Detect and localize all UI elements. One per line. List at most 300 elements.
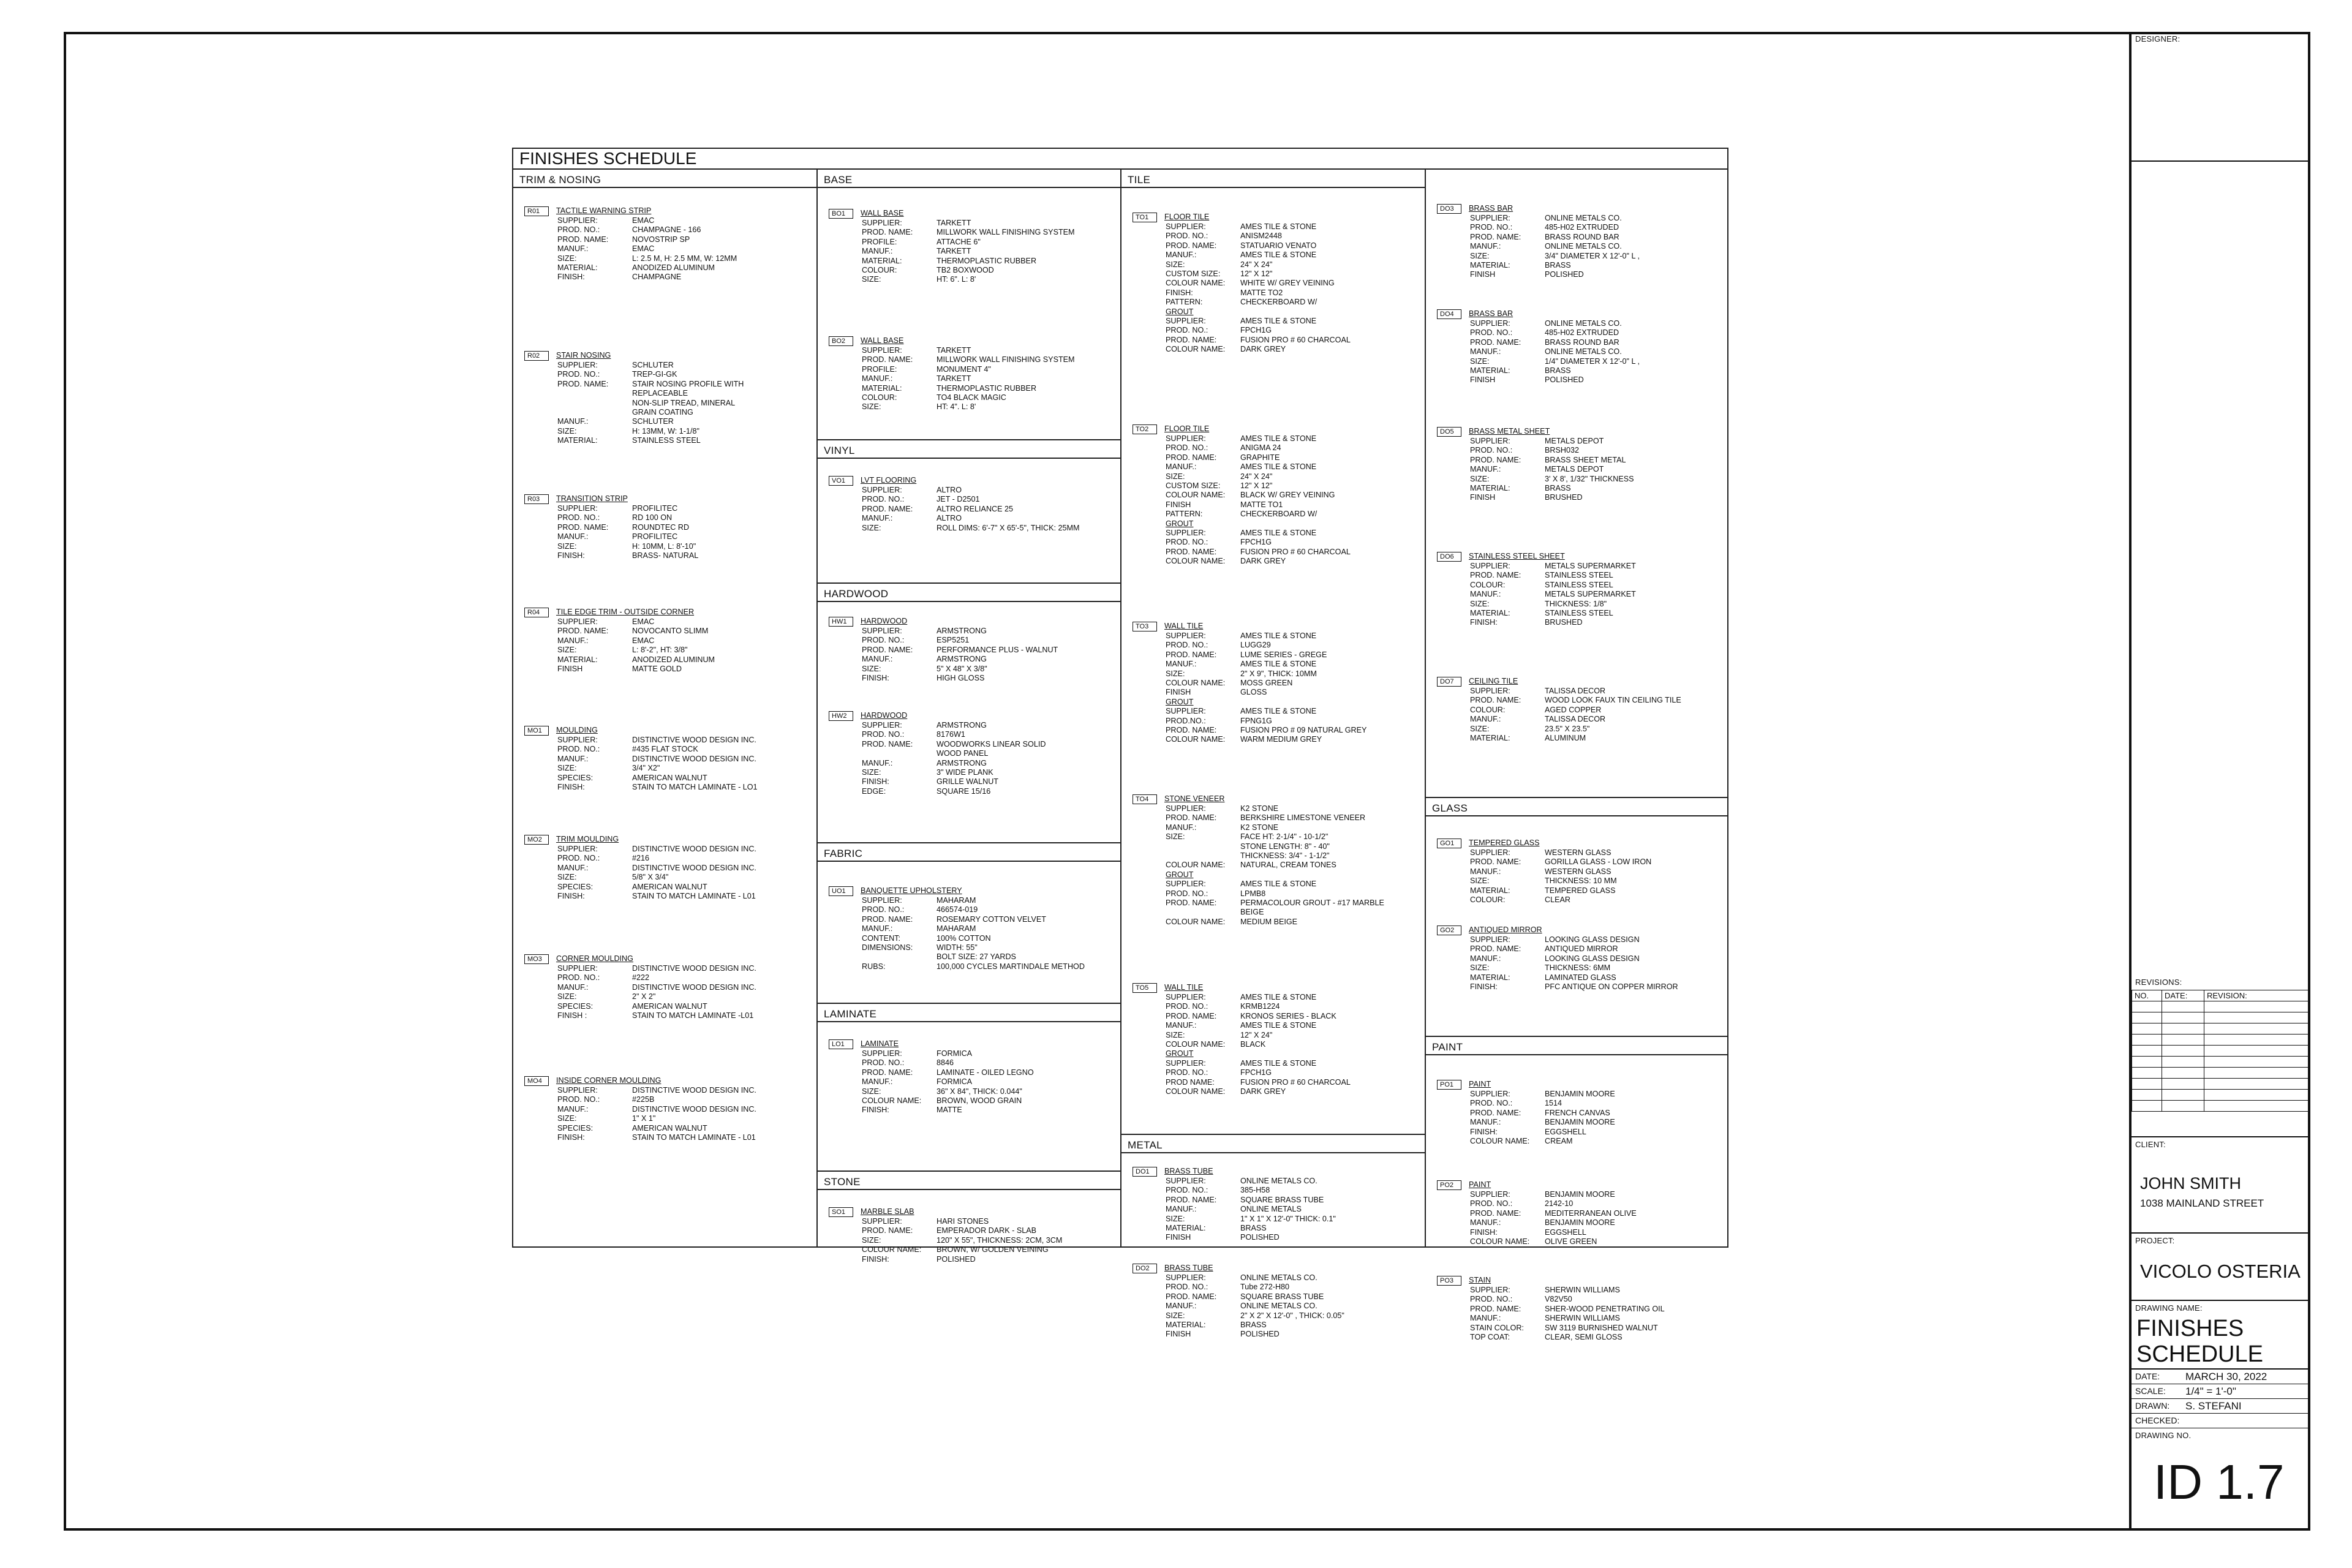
- spec-row: [862, 777, 1046, 786]
- spec-row: [1166, 317, 1351, 326]
- spec-value: AMERICAN WALNUT: [632, 773, 707, 782]
- spec-value: ONLINE METALS: [1240, 1205, 1302, 1214]
- spec-key: RUBS:: [862, 962, 886, 971]
- spec-key: GROUT: [1166, 697, 1194, 706]
- spec-row: [862, 674, 1058, 683]
- spec-row: [1470, 1137, 1615, 1146]
- spec-value: THICKNESS: 10 MM: [1545, 876, 1617, 886]
- spec-value: 12" X 12": [1240, 481, 1273, 491]
- finish-title: WALL BASE: [861, 209, 904, 218]
- spec-row: [1470, 687, 1681, 696]
- spec-row: [1470, 1324, 1665, 1333]
- spec-row: [1166, 529, 1351, 538]
- spec-value: BENJAMIN MOORE: [1545, 1118, 1615, 1127]
- spec-value: SCHLUTER: [632, 417, 674, 426]
- spec-value: FPCH1G: [1240, 538, 1272, 547]
- spec-value: STAINLESS STEEL: [1545, 609, 1613, 618]
- spec-row: [862, 238, 1075, 247]
- spec-value: ONLINE METALS CO.: [1240, 1302, 1317, 1311]
- spec-value: POLISHED: [1240, 1330, 1280, 1339]
- spec-row: [557, 504, 698, 513]
- spec-value: BRASS: [1545, 484, 1571, 493]
- spec-row: [557, 1105, 756, 1114]
- spec-row: [1470, 1305, 1665, 1314]
- spec-row: [862, 646, 1058, 655]
- spec-row: [1470, 1218, 1637, 1227]
- spec-value: FORMICA: [937, 1049, 973, 1058]
- spec-row: [557, 1011, 756, 1020]
- spec-key: MATERIAL:: [862, 256, 902, 265]
- spec-value: BROWN, W/ GOLDEN VEINING: [937, 1245, 1049, 1254]
- spec-row: [1166, 908, 1384, 917]
- spec-key: SUPPLIER:: [862, 1049, 902, 1058]
- finish-item-po1: [1437, 1080, 1615, 1146]
- spec-value: BRASS- NATURAL: [632, 551, 699, 560]
- spec-key: FINISH:: [1470, 982, 1498, 992]
- finish-title: BRASS METAL SHEET: [1469, 427, 1550, 436]
- spec-key: PROD. NAME:: [1166, 1195, 1217, 1204]
- column-metal-glass-paint: [1426, 170, 1727, 1342]
- spec-value: H: 13MM, W: 1-1/8": [632, 426, 699, 435]
- finish-title: TRIM MOULDING: [556, 835, 619, 844]
- rev-col-revision: REVISION:: [2204, 990, 2310, 1001]
- spec-value: DARK GREY: [1240, 345, 1286, 354]
- spec-row: [1166, 861, 1384, 870]
- drawing-name-section: [2132, 1301, 2310, 1370]
- spec-value: 485-H02 EXTRUDED: [1545, 223, 1619, 232]
- spec-row: [557, 983, 756, 992]
- spec-row: [862, 346, 1075, 355]
- spec-key: PROD. NAME:: [1166, 726, 1217, 735]
- spec-key: FINISH:: [557, 892, 585, 901]
- spec-row: [1166, 1330, 1344, 1339]
- finish-tag: R03: [524, 494, 549, 504]
- spec-row: [1470, 725, 1681, 734]
- spec-key: SIZE:: [862, 768, 881, 777]
- spec-value: 385-H58: [1240, 1186, 1270, 1195]
- spec-row: [1470, 1128, 1615, 1137]
- spec-key: FINISH:: [1470, 1227, 1498, 1237]
- spec-row: [1470, 1237, 1637, 1246]
- spec-value: TREP-GI-GK: [632, 370, 677, 379]
- spec-key: SUPPLIER:: [1166, 1177, 1206, 1185]
- finish-tag: BO2: [829, 336, 853, 346]
- spec-row: [1166, 510, 1351, 519]
- spec-key: MANUF.:: [1470, 590, 1501, 599]
- spec-row: [862, 393, 1075, 402]
- spec-key: FINISH:: [1470, 1127, 1498, 1136]
- spec-value: ANODIZED ALUMINUM: [632, 655, 715, 664]
- spec-value: MEDIUM BEIGE: [1240, 917, 1298, 926]
- finish-item-mo4: [524, 1076, 756, 1142]
- item-header: [1437, 925, 1678, 935]
- spec-key: PROD. NO.:: [862, 905, 905, 914]
- spec-key: DIMENSIONS:: [862, 943, 913, 952]
- spec-key: SUPPLIER:: [557, 361, 598, 369]
- spec-row: [1470, 1228, 1637, 1237]
- spec-key: FINISH: [557, 665, 583, 674]
- spec-key: MANUF.:: [557, 532, 589, 541]
- spec-key: SIZE:: [557, 646, 577, 655]
- spec-row: [862, 1255, 1062, 1264]
- finish-tag: PO2: [1437, 1180, 1461, 1190]
- spec-row: [1166, 899, 1384, 908]
- spec-key: SIZE:: [1470, 251, 1490, 260]
- spec-key: SUPPLIER:: [1166, 631, 1206, 640]
- spec-row: [862, 943, 1085, 952]
- spec-value: EMAC: [632, 636, 655, 645]
- spec-key: MATERIAL:: [557, 655, 598, 664]
- spec-row: [1470, 475, 1634, 484]
- finish-item-uo1: [829, 886, 1085, 971]
- item-header: [1437, 677, 1681, 687]
- spec-key: PROD. NAME:: [1470, 1108, 1521, 1117]
- spec-key: PROD. NO.:: [557, 225, 600, 235]
- spec-value: ONLINE METALS CO.: [1545, 319, 1622, 328]
- item-header: [829, 886, 1085, 896]
- finish-item-to4: [1133, 794, 1384, 927]
- spec-value: WOOD PANEL: [937, 749, 989, 758]
- spec-row: [862, 1077, 1034, 1087]
- spec-key: SIZE:: [1470, 963, 1490, 973]
- spec-row: [862, 740, 1046, 749]
- section-laminate: [818, 1003, 1120, 1022]
- spec-row: [1166, 519, 1351, 529]
- spec-value: 1" X 1": [632, 1114, 656, 1123]
- spec-row: [1470, 214, 1640, 223]
- spec-row: [1470, 935, 1678, 944]
- spec-key: PROD. NO.:: [557, 973, 600, 982]
- spec-key: PROD. NAME:: [1166, 335, 1217, 344]
- spec-row: [1166, 491, 1351, 500]
- spec-key: PROD. NAME:: [1470, 1208, 1521, 1218]
- spec-row: [1166, 1205, 1336, 1214]
- spec-key: MANUF.:: [862, 1077, 893, 1087]
- spec-value: ONLINE METALS CO.: [1545, 242, 1622, 251]
- spec-value: STAIN TO MATCH LAMINATE - L01: [632, 892, 756, 901]
- spec-key: MANUF.:: [862, 924, 893, 933]
- spec-row: [1166, 462, 1351, 472]
- spec-value: 1/4" DIAMETER X 12'-0" L ,: [1545, 356, 1640, 366]
- spec-key: PROD. NO.:: [1470, 1099, 1513, 1108]
- spec-key: FINISH:: [862, 777, 889, 786]
- spec-key: SUPPLIER:: [557, 845, 598, 853]
- spec-row: [557, 216, 737, 225]
- spec-value: DISTINCTIVE WOOD DESIGN INC.: [632, 845, 756, 853]
- spec-row: [1470, 715, 1681, 724]
- spec-row: [862, 962, 1085, 971]
- spec-row: [1166, 500, 1351, 510]
- finish-item-to1: [1133, 213, 1351, 355]
- section-paint: [1426, 1036, 1727, 1055]
- spec-value: WESTERN GLASS: [1545, 848, 1611, 857]
- spec-value: 120" X 55", THICKNESS: 2CM, 3CM: [937, 1235, 1063, 1245]
- date-row: [2132, 1370, 2310, 1384]
- spec-row: [1166, 804, 1384, 813]
- spec-value: BRASS: [1240, 1321, 1267, 1330]
- finish-tag: LO1: [829, 1039, 853, 1049]
- spec-key: FINISH:: [1470, 618, 1498, 627]
- spec-row: [1166, 650, 1366, 660]
- finish-title: INSIDE CORNER MOULDING: [556, 1076, 662, 1085]
- spec-value: MONUMENT 4": [937, 364, 991, 374]
- project-label: PROJECT:: [2135, 1236, 2175, 1245]
- spec-value: EMAC: [632, 216, 655, 225]
- spec-row: [862, 486, 1080, 495]
- spec-key: COLOUR NAME:: [1166, 279, 1226, 288]
- spec-value: HT: 4". L: 8': [937, 402, 976, 412]
- spec-value: GORILLA GLASS - LOW IRON: [1545, 858, 1652, 867]
- finish-title: HARDWOOD: [861, 711, 908, 720]
- spec-row: [1166, 1292, 1344, 1302]
- column-tile: [1121, 170, 1426, 1339]
- finish-title: TACTILE WARNING STRIP: [556, 206, 652, 216]
- spec-value: EMAC: [632, 244, 655, 254]
- spec-value: EGGSHELL: [1545, 1127, 1586, 1136]
- section-vinyl: [818, 439, 1120, 459]
- spec-row: [1470, 581, 1636, 590]
- spec-row: [1166, 688, 1366, 697]
- spec-row: [557, 235, 737, 244]
- spec-key: PATTERN:: [1166, 298, 1203, 307]
- spec-key: SUPPLIER:: [1470, 319, 1510, 328]
- spec-key: CUSTOM SIZE:: [1166, 481, 1221, 491]
- spec-value: BRASS ROUND BAR: [1545, 337, 1619, 347]
- spec-row: [1166, 679, 1366, 688]
- spec-key: SUPPLIER:: [1470, 687, 1510, 695]
- section-header-glass: GLASS: [1426, 798, 1727, 816]
- scale-row: [2132, 1384, 2310, 1399]
- spec-value: LUGG29: [1240, 641, 1271, 650]
- spec-row: [1166, 1031, 1351, 1040]
- spec-key: PROD. NAME:: [1470, 858, 1521, 867]
- spec-key: SIZE:: [1470, 599, 1490, 608]
- spec-row: [1166, 1196, 1336, 1205]
- spec-row: [557, 854, 756, 863]
- spec-row: [1166, 631, 1366, 641]
- spec-key: SUPPLIER:: [862, 896, 902, 905]
- spec-key: SUPPLIER:: [862, 219, 902, 227]
- spec-value: AMES TILE & STONE: [1240, 707, 1317, 716]
- spec-row: [1470, 696, 1681, 705]
- spec-row: [1470, 954, 1678, 963]
- spec-value: AMES TILE & STONE: [1240, 529, 1317, 538]
- spec-value: 5" X 48" X 3/8": [937, 664, 987, 673]
- spec-key: SIZE:: [1166, 1311, 1185, 1320]
- spec-value: BLACK W/ GREY VEINING: [1240, 491, 1335, 500]
- spec-key: PROD. NAME:: [1166, 547, 1217, 556]
- spec-key: SIZE:: [862, 523, 881, 532]
- spec-key: TOP COAT:: [1470, 1333, 1510, 1342]
- client-label: CLIENT:: [2135, 1140, 2166, 1149]
- spec-row: [557, 883, 756, 892]
- spec-value: OLIVE GREEN: [1545, 1237, 1597, 1246]
- spec-row: [557, 764, 758, 773]
- spec-value: SHERWIN WILLIAMS: [1545, 1314, 1620, 1323]
- spec-row: [1166, 918, 1384, 927]
- spec-key: PROD. NAME:: [1470, 232, 1521, 241]
- spec-key: SIZE:: [1166, 472, 1185, 481]
- designer-label: DESIGNER:: [2135, 34, 2180, 43]
- item-header: [829, 1039, 1034, 1049]
- spec-value: DISTINCTIVE WOOD DESIGN INC.: [632, 736, 756, 744]
- finish-title: WALL TILE: [1164, 622, 1204, 631]
- spec-key: SUPPLIER:: [1470, 1190, 1510, 1199]
- rev-col-no: NO.: [2132, 990, 2162, 1001]
- spec-key: MATERIAL:: [1470, 366, 1510, 375]
- spec-value: 3/4" X2": [632, 764, 660, 773]
- spec-value: STATUARIO VENATO: [1240, 241, 1317, 250]
- spec-value: AMES TILE & STONE: [1240, 1058, 1317, 1068]
- finish-item-do2: [1133, 1264, 1344, 1340]
- spec-row: [1470, 886, 1651, 895]
- spec-key: PROD. NO.:: [1166, 1186, 1208, 1195]
- spec-key: MANUF.:: [1166, 462, 1197, 472]
- spec-value: FUSION PRO # 60 CHARCOAL: [1240, 547, 1351, 556]
- spec-row: [1166, 288, 1351, 298]
- spec-row: [1166, 717, 1366, 726]
- spec-value: AMES TILE & STONE: [1240, 1021, 1317, 1030]
- section-base: [818, 170, 1120, 188]
- spec-key: SUPPLIER:: [1166, 317, 1206, 326]
- spec-row: [862, 787, 1046, 796]
- spec-key: FINISH: [1166, 500, 1191, 509]
- spec-value: 2" X 2": [632, 992, 656, 1001]
- finish-tag: R04: [524, 608, 549, 617]
- spec-row: [1166, 548, 1351, 557]
- spec-row: [862, 384, 1075, 393]
- spec-key: MANUF.:: [1470, 1314, 1501, 1323]
- item-header: [1437, 427, 1634, 437]
- spec-row: [1166, 1283, 1344, 1292]
- spec-row: [862, 915, 1085, 924]
- spec-key: SIZE:: [1470, 724, 1490, 733]
- client-address: 1038 MAINLAND STREET: [2140, 1197, 2264, 1209]
- section-stone: [818, 1170, 1120, 1190]
- spec-key: SUPPLIER:: [557, 736, 598, 744]
- spec-row: [1166, 557, 1351, 566]
- spec-value: 485-H02 EXTRUDED: [1545, 328, 1619, 337]
- spec-row: [557, 523, 698, 532]
- spec-key: PROD. NAME:: [557, 522, 609, 532]
- spec-key: MANUF.:: [1470, 347, 1501, 356]
- spec-row: [557, 655, 715, 665]
- finish-item-r02: [524, 351, 744, 446]
- finish-tag: DO3: [1437, 204, 1461, 214]
- spec-key: FINISH: [1470, 493, 1496, 502]
- section-metal: [1121, 1134, 1425, 1153]
- spec-key: [862, 952, 937, 962]
- spec-key: [1166, 842, 1240, 851]
- spec-key: SIZE:: [557, 873, 577, 882]
- spec-row: [557, 389, 744, 398]
- spec-value: DISTINCTIVE WOOD DESIGN INC.: [632, 1086, 756, 1095]
- spec-row: [862, 402, 1075, 412]
- spec-value: EMPERADOR DARK - SLAB: [937, 1226, 1037, 1235]
- spec-row: [862, 934, 1085, 943]
- spec-key: PROD. NAME:: [557, 235, 609, 244]
- finish-tag: GO2: [1437, 925, 1461, 935]
- spec-value: WHITE W/ GREY VEINING: [1240, 279, 1335, 288]
- spec-value: 24" X 24": [1240, 260, 1273, 269]
- spec-value: HT: 6". L: 8': [937, 275, 976, 284]
- spec-value: AMES TILE & STONE: [1240, 660, 1317, 669]
- finish-tag: TO5: [1133, 983, 1157, 993]
- spec-row: [1470, 1199, 1637, 1208]
- finish-title: CORNER MOULDING: [556, 954, 633, 963]
- spec-value: POLISHED: [1545, 270, 1584, 279]
- finish-tag: MO3: [524, 954, 549, 964]
- spec-row: [1166, 735, 1366, 744]
- spec-row: [557, 1124, 756, 1133]
- section-header-metal: METAL: [1121, 1135, 1425, 1153]
- spec-key: FINISH:: [557, 783, 585, 792]
- spec-row: [1470, 1295, 1665, 1304]
- spec-row: [557, 745, 758, 754]
- item-header: [1133, 213, 1351, 222]
- spec-key: PROD NAME:: [1166, 1077, 1215, 1087]
- spec-row: [557, 244, 737, 254]
- spec-value: BRASS SHEET METAL: [1545, 455, 1626, 464]
- spec-row: [557, 551, 698, 560]
- spec-key: FINISH: [1166, 1330, 1191, 1339]
- spec-value: THERMOPLASTIC RUBBER: [937, 256, 1037, 265]
- spec-row: [557, 892, 756, 901]
- spec-value: METALS SUPERMARKET: [1545, 562, 1636, 570]
- spec-value: WOODWORKS LINEAR SOLID: [937, 739, 1046, 748]
- spec-row: [1166, 1012, 1351, 1021]
- spec-row: [1470, 895, 1651, 905]
- title-block: [2129, 32, 2310, 1531]
- spec-key: PROD. NO.:: [1166, 1068, 1208, 1077]
- drawing-name-line1: FINISHES: [2136, 1316, 2244, 1341]
- spec-key: SIZE:: [862, 402, 881, 412]
- spec-row: [1470, 876, 1651, 886]
- spec-row: [557, 774, 758, 783]
- spec-value: STAINLESS STEEL: [1545, 580, 1613, 589]
- spec-value: NON-SLIP TREAD, MINERAL: [632, 398, 736, 407]
- spec-row: [862, 355, 1075, 364]
- spec-key: PROD.NO.:: [1166, 716, 1206, 725]
- spec-value: STONE LENGTH: 8" - 40": [1240, 842, 1330, 851]
- spec-value: GRAIN COATING: [632, 408, 693, 417]
- spec-value: ALTRO: [937, 514, 962, 523]
- spec-key: SIZE:: [557, 992, 577, 1001]
- finish-tag: MO2: [524, 835, 549, 845]
- finish-tag: R02: [524, 351, 549, 361]
- spec-value: DISTINCTIVE WOOD DESIGN INC.: [632, 964, 756, 973]
- spec-row: [557, 225, 737, 235]
- spec-value: BRASS: [1545, 261, 1571, 270]
- spec-key: [557, 408, 632, 417]
- item-header: [1437, 1180, 1637, 1190]
- spec-value: LOOKING GLASS DESIGN: [1545, 935, 1640, 944]
- spec-row: [862, 524, 1080, 533]
- spec-key: COLOUR NAME:: [1166, 491, 1226, 500]
- spec-key: PROD. NO.:: [1166, 232, 1208, 241]
- spec-value: TALISSA DECOR: [1545, 687, 1606, 695]
- spec-row: [862, 1096, 1034, 1106]
- spec-value: K2 STONE: [1240, 823, 1279, 832]
- spec-value: CHECKERBOARD W/: [1240, 510, 1317, 519]
- spec-value: DARK GREY: [1240, 1087, 1286, 1096]
- spec-row: [1470, 1190, 1637, 1199]
- spec-row: [1166, 1040, 1351, 1049]
- spec-key: SIZE:: [557, 254, 577, 263]
- spec-row: [557, 436, 744, 445]
- spec-value: PERFORMANCE PLUS - WALNUT: [937, 645, 1058, 654]
- spec-key: PROD. NAME:: [557, 379, 609, 388]
